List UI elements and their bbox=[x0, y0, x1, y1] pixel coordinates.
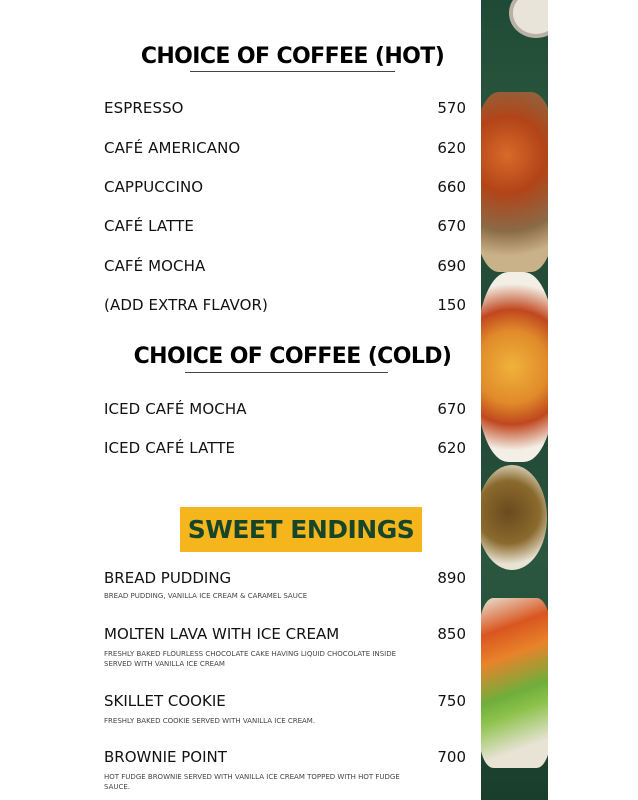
item-price: 670 bbox=[437, 217, 466, 235]
dip-bowl-image bbox=[509, 0, 548, 38]
item-name: CAFÉ MOCHA bbox=[104, 257, 206, 275]
item-price: 620 bbox=[437, 439, 466, 457]
menu-item-extra-flavor bbox=[104, 296, 466, 316]
cold-coffee-heading: CHOICE OF COFFEE (COLD) bbox=[133, 344, 452, 369]
item-name: ICED CAFÉ MOCHA bbox=[104, 400, 247, 418]
menu-item-iced-cafe-mocha bbox=[104, 400, 466, 420]
item-name: BROWNIE POINT bbox=[104, 748, 227, 766]
item-name: CAPPUCCINO bbox=[104, 178, 204, 196]
food-photo-strip bbox=[481, 0, 548, 800]
item-name: CAFÉ LATTE bbox=[104, 217, 194, 235]
item-price: 890 bbox=[437, 569, 466, 587]
item-name: SKILLET COOKIE bbox=[104, 692, 226, 710]
item-name: ICED CAFÉ LATTE bbox=[104, 439, 236, 457]
item-price: 700 bbox=[437, 748, 466, 766]
menu-item-cappuccino bbox=[104, 178, 466, 198]
hot-coffee-heading: CHOICE OF COFFEE (HOT) bbox=[140, 44, 445, 69]
cold-heading-underline bbox=[185, 372, 388, 373]
item-price: 150 bbox=[437, 296, 466, 314]
sweet-endings-banner bbox=[180, 507, 422, 552]
veggie-sticks-image bbox=[481, 598, 548, 768]
menu-item-espresso bbox=[104, 99, 466, 119]
item-price: 750 bbox=[437, 692, 466, 710]
item-description: HOT FUDGE BROWNIE SERVED WITH VANILLA ICE CREAM TOPPED WITH HOT FUDGE SAUCE. bbox=[104, 773, 400, 791]
item-description: FRESHLY BAKED COOKIE SERVED WITH VANILLA ICE CREAM. bbox=[104, 717, 316, 725]
sauce-bowl-image bbox=[481, 465, 547, 570]
item-price: 850 bbox=[437, 625, 466, 643]
item-name: CAFÉ AMERICANO bbox=[104, 139, 241, 157]
item-description: BREAD PUDDING, VANILLA ICE CREAM & CARAMEL SAUCE bbox=[104, 592, 308, 600]
hot-heading-underline bbox=[190, 71, 395, 72]
menu-item-cafe-americano bbox=[104, 139, 466, 159]
item-name: (ADD EXTRA FLAVOR) bbox=[104, 296, 268, 314]
item-description: FRESHLY BAKED FLOURLESS CHOCOLATE CAKE HAVING LIQUID CHOCOLATE INSIDE SERVED WITH VANILLA ICE CREAM bbox=[104, 650, 397, 668]
dessert-skillet-cookie bbox=[104, 692, 466, 726]
dessert-bread-pudding bbox=[104, 569, 466, 601]
item-name: ESPRESSO bbox=[104, 99, 184, 117]
item-price: 660 bbox=[437, 178, 466, 196]
item-price: 670 bbox=[437, 400, 466, 418]
sweet-endings-heading: SWEET ENDINGS bbox=[187, 515, 415, 544]
menu-item-cafe-mocha bbox=[104, 257, 466, 277]
loaded-fries-image bbox=[481, 272, 548, 462]
menu-item-iced-cafe-latte bbox=[104, 439, 466, 459]
chicken-wings-image bbox=[481, 92, 548, 272]
item-name: BREAD PUDDING bbox=[104, 569, 232, 587]
menu-item-cafe-latte bbox=[104, 217, 466, 237]
dessert-molten-lava bbox=[104, 625, 466, 669]
item-name: MOLTEN LAVA WITH ICE CREAM bbox=[104, 625, 340, 643]
item-price: 620 bbox=[437, 139, 466, 157]
item-price: 570 bbox=[437, 99, 466, 117]
item-price: 690 bbox=[437, 257, 466, 275]
dessert-brownie-point bbox=[104, 748, 466, 792]
